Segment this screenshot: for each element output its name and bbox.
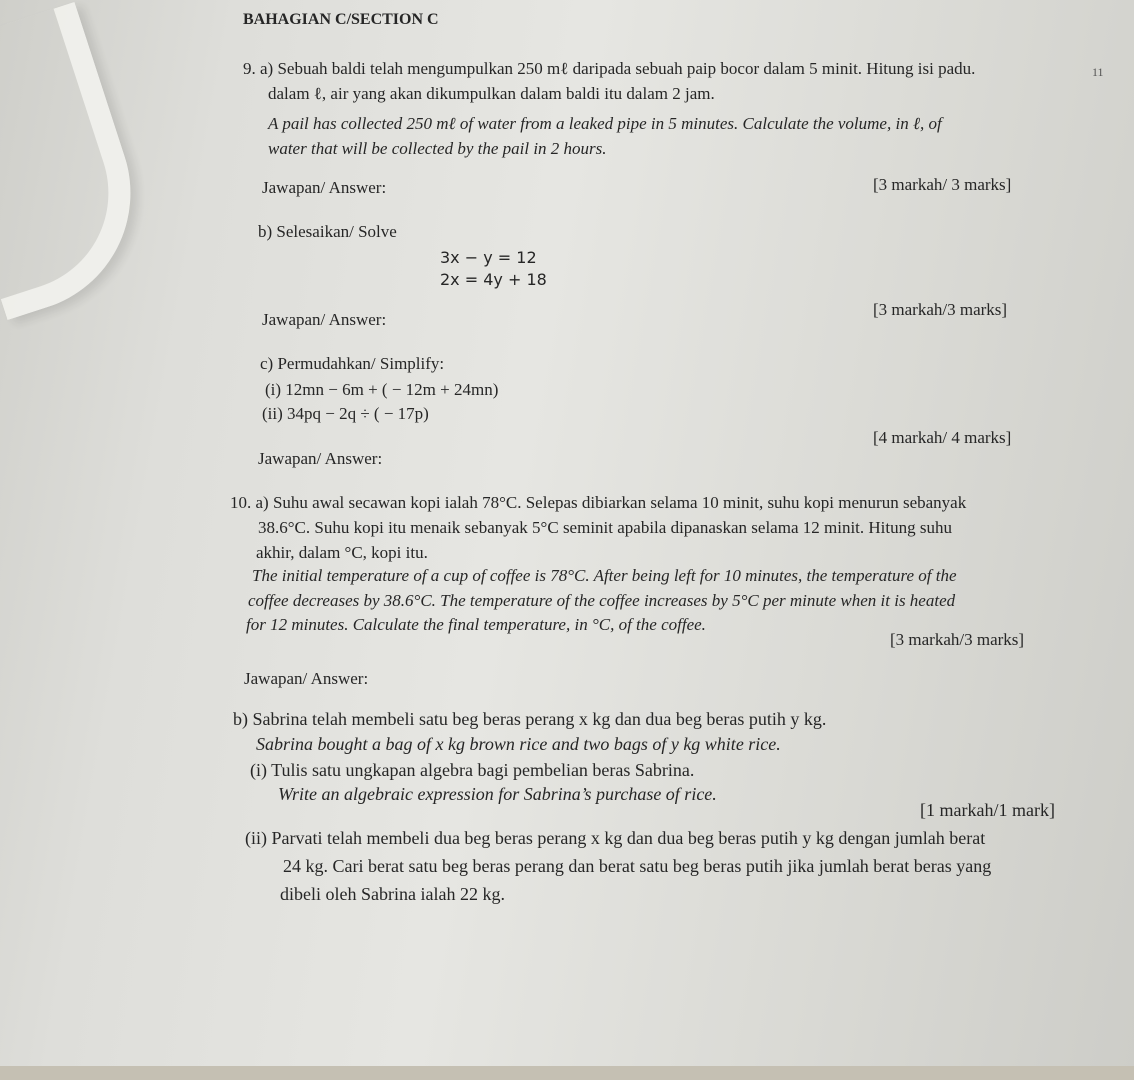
- q9a-marks: [3 markah/ 3 marks]: [873, 175, 1012, 194]
- q10a-english-line1: The initial temperature of a cup of coffee is 78°C. After being left for 10 minutes, the temperature of the: [252, 566, 957, 585]
- q9a-answer-label: Jawapan/ Answer:: [262, 178, 387, 197]
- section-title: BAHAGIAN C/SECTION C: [243, 11, 439, 28]
- q10b-part-ii-line1: (ii) Parvati telah membeli dua beg beras perang x kg dan dua beg beras putih y kg dengan jumlah berat: [245, 828, 986, 848]
- q9a-malay-line1: 9. a) Sebuah baldi telah mengumpulkan 250 mℓ daripada sebuah paip bocor dalam 5 minit. Hitung isi padu.: [243, 59, 976, 78]
- q10b-part-i-marks: [1 markah/1 mark]: [920, 800, 1055, 820]
- cable-decoration: [0, 2, 162, 320]
- q9c-label: c) Permudahkan/ Simplify:: [260, 354, 445, 373]
- q10a-malay-line1: 10. a) Suhu awal secawan kopi ialah 78°C. Selepas dibiarkan selama 10 minit, suhu kopi menurun sebanyak: [230, 493, 967, 512]
- q10b-part-ii-line3: dibeli oleh Sabrina ialah 22 kg.: [280, 884, 505, 904]
- q10a-malay-line3: akhir, dalam °C, kopi itu.: [256, 543, 428, 562]
- q9b-marks: [3 markah/3 marks]: [873, 300, 1008, 319]
- q10b-part-i-malay: (i) Tulis satu ungkapan algebra bagi pembelian beras Sabrina.: [250, 760, 695, 780]
- q9b-label: b) Selesaikan/ Solve: [258, 222, 397, 241]
- q9c-marks: [4 markah/ 4 marks]: [873, 428, 1012, 447]
- q10b-malay: b) Sabrina telah membeli satu beg beras perang x kg dan dua beg beras putih y kg.: [233, 709, 827, 729]
- q9a-english-line1: A pail has collected 250 mℓ of water from a leaked pipe in 5 minutes. Calculate the volume, in ℓ, of: [268, 114, 942, 133]
- q10b-english: Sabrina bought a bag of x kg brown rice and two bags of y kg white rice.: [256, 734, 781, 754]
- q9b-answer-label: Jawapan/ Answer:: [262, 310, 387, 329]
- q9c-answer-label: Jawapan/ Answer:: [258, 449, 383, 468]
- corner-mark: 11: [1092, 65, 1104, 79]
- q9c-part-i: (i) 12mn − 6m + ( − 12m + 24mn): [265, 380, 499, 399]
- table-edge: [0, 1066, 1134, 1080]
- q10b-part-i-english: Write an algebraic expression for Sabrina’s purchase of rice.: [278, 784, 717, 804]
- q10a-answer-label: Jawapan/ Answer:: [244, 669, 369, 688]
- q9b-equation-1: 3x − y = 12: [440, 248, 537, 267]
- q10a-english-line3: for 12 minutes. Calculate the final temperature, in °C, of the coffee.: [246, 615, 706, 634]
- q10b-part-ii-line2: 24 kg. Cari berat satu beg beras perang dan berat satu beg beras putih jika jumlah berat beras yang: [283, 856, 992, 876]
- q9a-english-line2: water that will be collected by the pail in 2 hours.: [268, 139, 607, 158]
- q10a-malay-line2: 38.6°C. Suhu kopi itu menaik sebanyak 5°C seminit apabila dipanaskan selama 12 minit. Hitung suhu: [258, 518, 952, 537]
- q10a-marks: [3 markah/3 marks]: [890, 630, 1025, 649]
- q10a-english-line2: coffee decreases by 38.6°C. The temperature of the coffee increases by 5°C per minute when it is heated: [248, 591, 956, 610]
- q9c-part-ii: (ii) 34pq − 2q ÷ ( − 17p): [262, 404, 429, 423]
- q9a-malay-line2: dalam ℓ, air yang akan dikumpulkan dalam baldi itu dalam 2 jam.: [268, 84, 715, 103]
- q9b-equation-2: 2x = 4y + 18: [440, 270, 547, 289]
